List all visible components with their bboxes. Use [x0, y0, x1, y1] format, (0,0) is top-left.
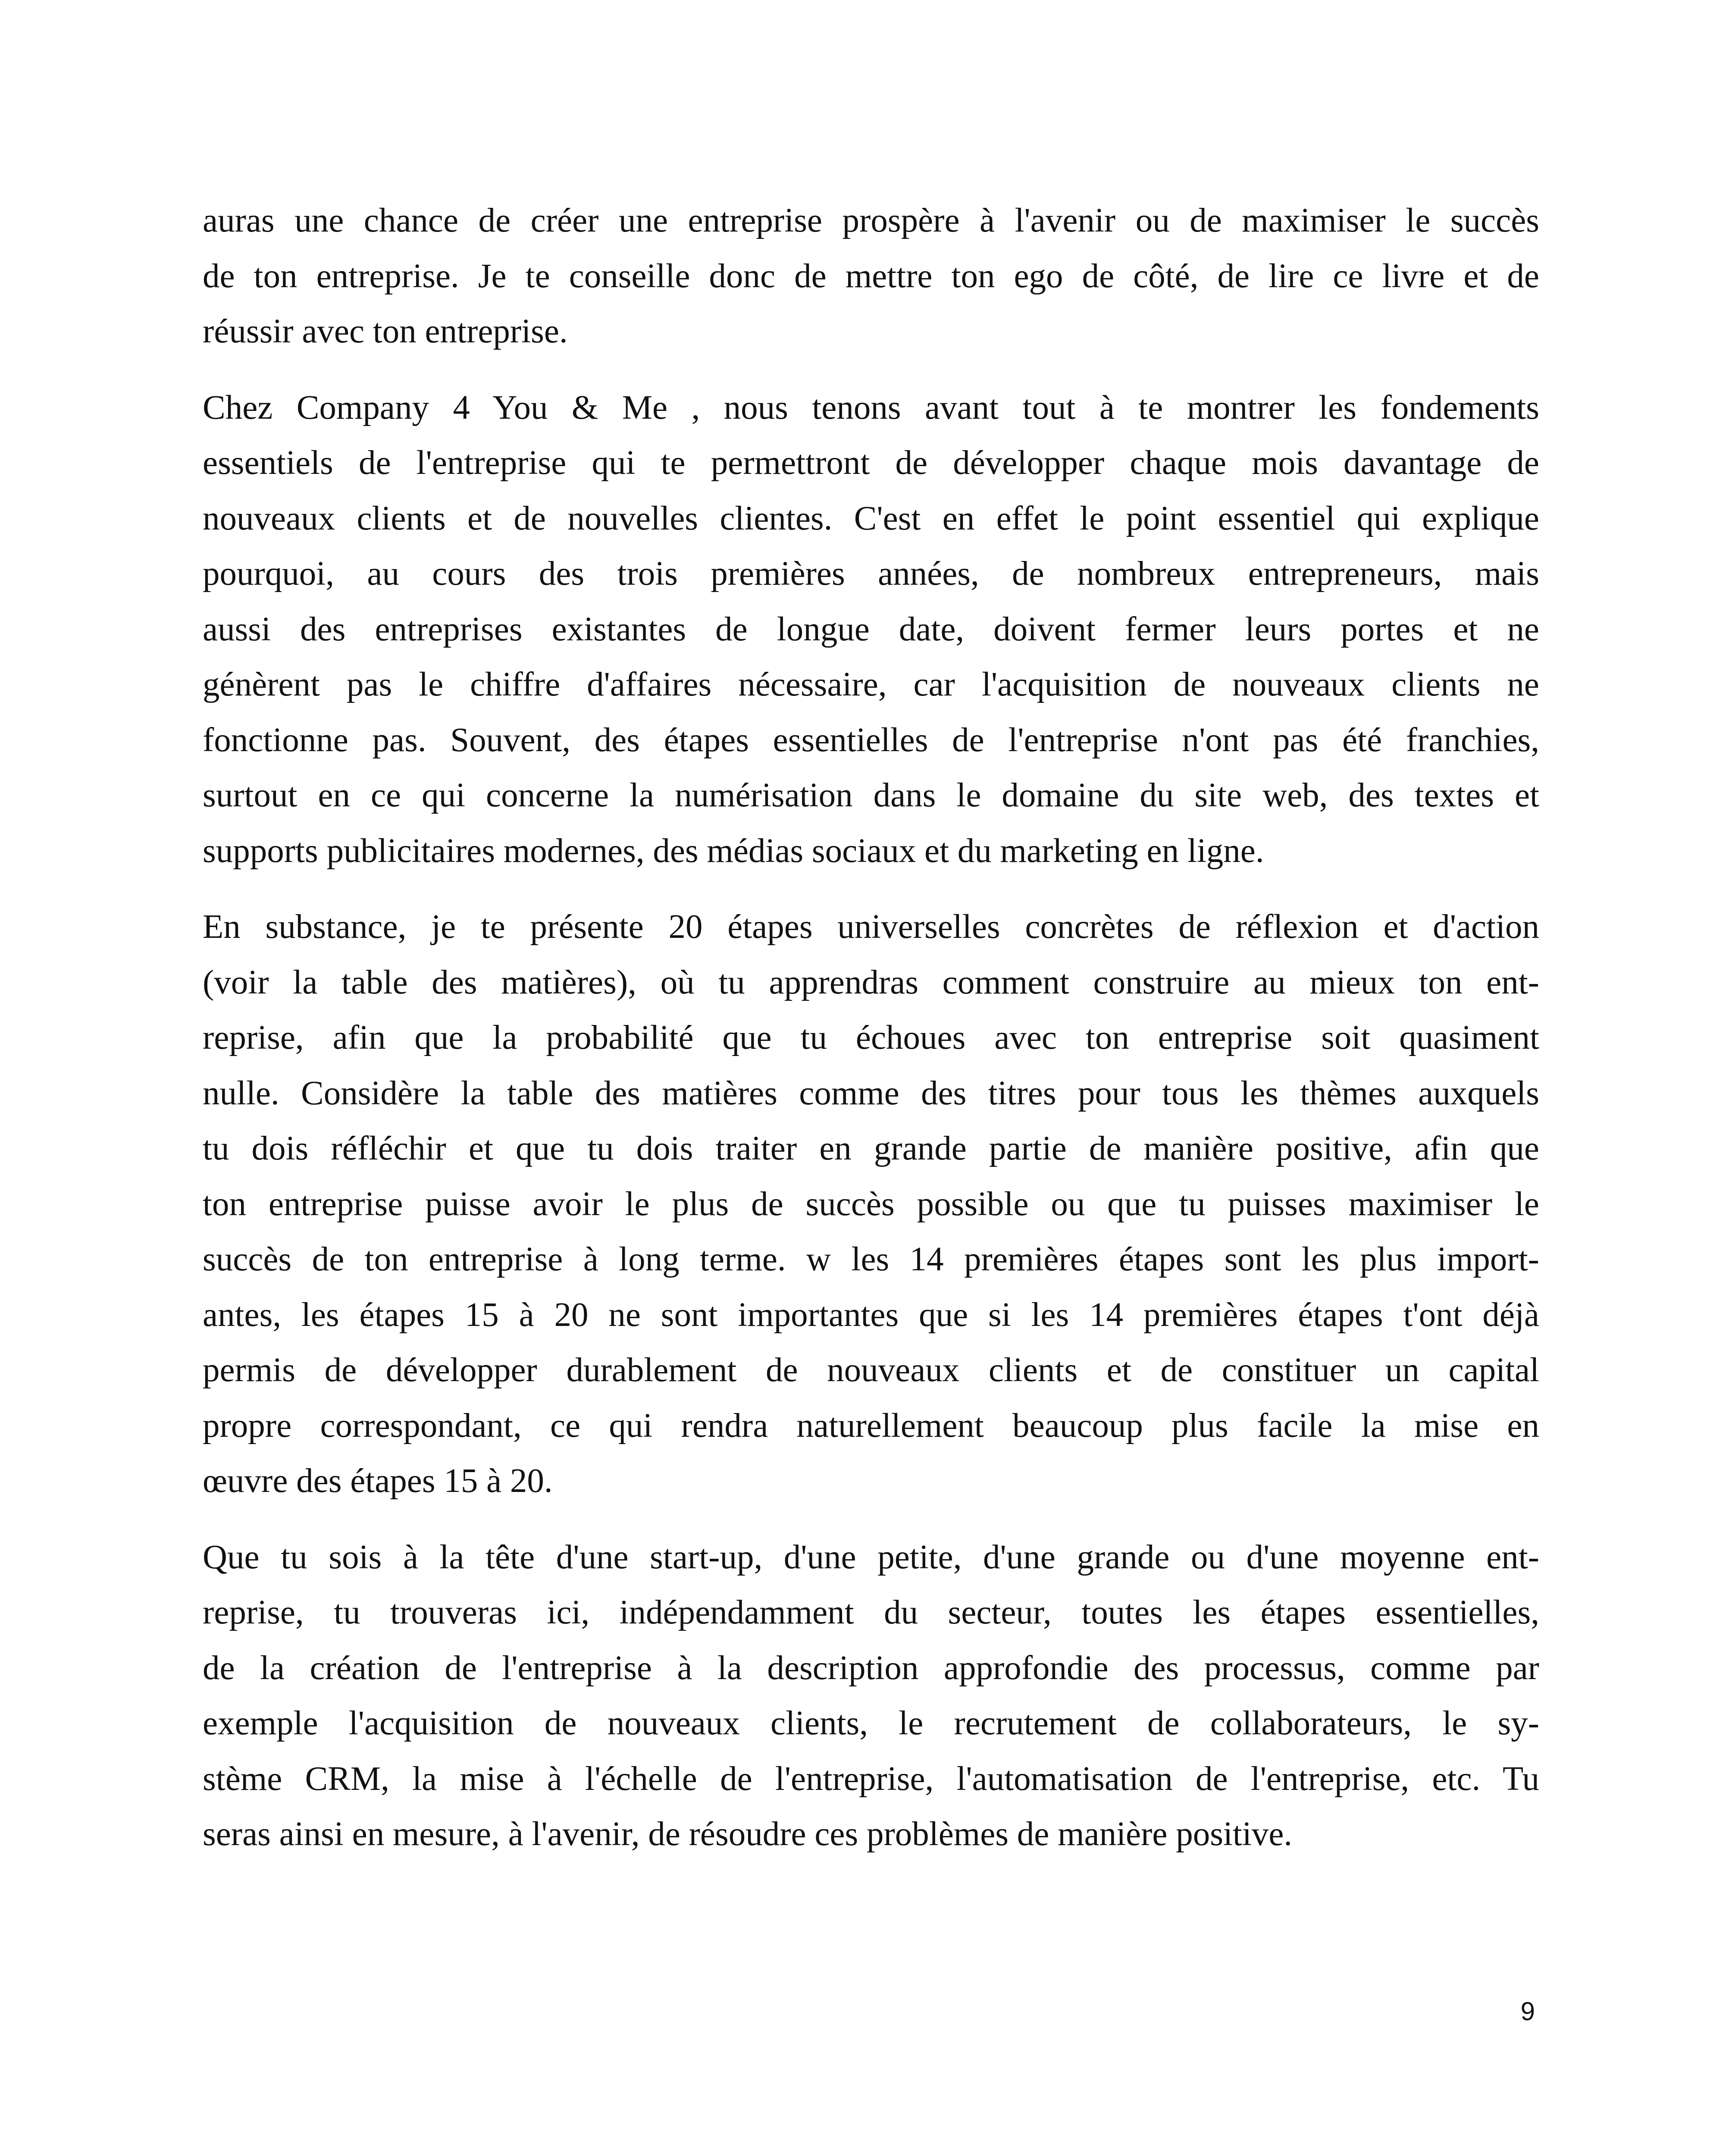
text-line: seras ainsi en mesure, à l'avenir, de résoudre ces problèmes de manière positive.	[203, 1815, 1293, 1853]
text-line: tu dois réfléchir et que tu dois traiter en grande partie de manière positive, afin que	[203, 1130, 1539, 1167]
text-line: En substance, je te présente 20 étapes universelles concrètes de réflexion et d'action	[203, 908, 1539, 946]
text-line: permis de développer durablement de nouveaux clients et de constituer un capital	[203, 1351, 1539, 1389]
text-line: reprise, tu trouveras ici, indépendamment du secteur, toutes les étapes essentielles,	[203, 1594, 1539, 1631]
text-line: supports publicitaires modernes, des médias sociaux et du marketing en ligne.	[203, 832, 1264, 870]
text-line: succès de ton entreprise à long terme. w les 14 premières étapes sont les plus import-	[203, 1241, 1539, 1278]
text-line: surtout en ce qui concerne la numérisation dans le domaine du site web, des textes et	[203, 777, 1539, 814]
text-line: Chez Company 4 You & Me , nous tenons avant tout à te montrer les fondements	[203, 389, 1539, 426]
text-line: nulle. Considère la table des matières comme des titres pour tous les thèmes auxquels	[203, 1074, 1539, 1112]
paragraph	[203, 193, 1539, 360]
text-line: essentiels de l'entreprise qui te permettront de développer chaque mois davantage de	[203, 444, 1539, 482]
paragraph	[203, 1530, 1539, 1862]
text-line: œuvre des étapes 15 à 20.	[203, 1462, 553, 1500]
text-line: Que tu sois à la tête d'une start-up, d'une petite, d'une grande ou d'une moyenne ent-	[203, 1538, 1539, 1576]
text-line: propre correspondant, ce qui rendra naturellement beaucoup plus facile la mise en	[203, 1407, 1539, 1445]
text-line: antes, les étapes 15 à 20 ne sont importantes que si les 14 premières étapes t'ont déjà	[203, 1296, 1539, 1334]
page-number: 9	[1520, 1997, 1535, 2026]
text-line: génèrent pas le chiffre d'affaires nécessaire, car l'acquisition de nouveaux clients ne	[203, 666, 1539, 703]
text-line: (voir la table des matières), où tu apprendras comment construire au mieux ton ent-	[203, 963, 1539, 1001]
text-line: de la création de l'entreprise à la description approfondie des processus, comme par	[203, 1649, 1539, 1687]
body-text	[203, 193, 1539, 1883]
text-line: exemple l'acquisition de nouveaux clients, le recrutement de collaborateurs, le sy-	[203, 1705, 1539, 1742]
text-line: ton entreprise puisse avoir le plus de succès possible ou que tu puisses maximiser le	[203, 1185, 1539, 1223]
paragraph	[203, 899, 1539, 1509]
text-line: pourquoi, au cours des trois premières années, de nombreux entrepreneurs, mais	[203, 555, 1539, 592]
text-line: aussi des entreprises existantes de longue date, doivent fermer leurs portes et ne	[203, 610, 1539, 648]
text-line: nouveaux clients et de nouvelles clientes. C'est en effet le point essentiel qui explique	[203, 499, 1539, 537]
text-line: stème CRM, la mise à l'échelle de l'entreprise, l'automatisation de l'entreprise, etc. Tu	[203, 1760, 1539, 1798]
paragraph	[203, 380, 1539, 879]
text-line: de ton entreprise. Je te conseille donc de mettre ton ego de côté, de lire ce livre et de	[203, 257, 1539, 295]
text-line: réussir avec ton entreprise.	[203, 313, 568, 350]
text-line: auras une chance de créer une entreprise prospère à l'avenir ou de maximiser le succès	[203, 202, 1539, 239]
text-line: reprise, afin que la probabilité que tu échoues avec ton entreprise soit quasiment	[203, 1019, 1539, 1056]
text-line: fonctionne pas. Souvent, des étapes essentielles de l'entreprise n'ont pas été franchies,	[203, 721, 1539, 759]
